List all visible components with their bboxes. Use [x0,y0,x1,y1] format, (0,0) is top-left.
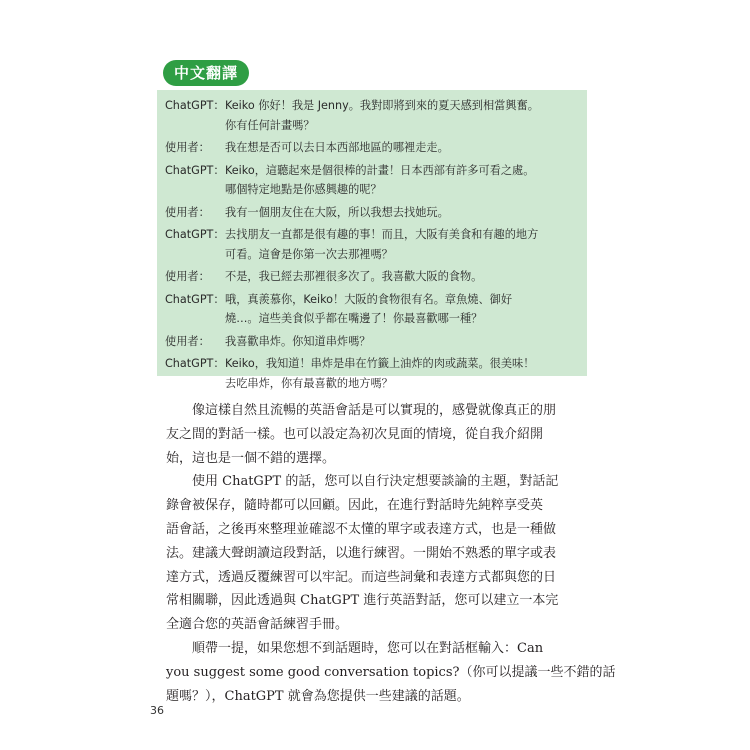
utterance [225,138,577,158]
utterance-line: 哦，真羨慕你，Keiko！大阪的食物很有名。章魚燒、御好 [225,292,513,306]
utterance [225,161,577,200]
paragraph-line: 友之間的對話一樣。也可以設定為初次見面的情境，從自我介紹開 [166,426,544,442]
utterance [225,290,577,329]
dialogue-turn [165,225,577,264]
paragraph-line: 常相關聯，因此透過與 ChatGPT 進行英語對話，您可以建立一本完 [166,593,559,609]
paragraph [166,470,586,637]
paragraph-line: 使用 ChatGPT 的話，您可以自行決定想要談論的主題，對話記 [192,474,559,490]
paragraph-line: 語會話，之後再來整理並確認不太懂的單字或表達方式，也是一種做 [166,521,557,537]
dialogue-turn [165,290,577,329]
utterance-line: 你有任何計畫嗎？ [225,118,315,132]
translation-dialogue-box [157,90,587,390]
paragraph-line: you suggest some good conversation topics?（你可以提議一些不錯的話 [166,664,616,680]
utterance-line: 我在想是否可以去日本西部地區的哪裡走走。 [225,141,449,154]
section-badge: 中文翻譯 [163,60,249,86]
utterance-line: 可看。這會是你第一次去那裡嗎？ [225,247,393,261]
utterance-line: 我喜歡串炸。你知道串炸嗎？ [225,334,371,348]
dialogue-turn [165,161,577,200]
dialogue-turn [165,203,577,223]
utterance [225,203,577,223]
utterance-line: Keiko，這聽起來是個很棒的計畫！日本西部有許多可看之處。 [225,163,535,177]
dialogue-turn [165,354,577,393]
dialogue-turn [165,332,577,352]
page-number: 36 [150,704,164,717]
speaker-label: ChatGPT： [165,99,225,112]
utterance [225,96,577,135]
utterance-line: 不是，我已經去那裡很多次了。我喜歡大阪的食物。 [225,270,483,283]
speaker-label: ChatGPT： [165,228,225,241]
speaker-label: 使用者： [165,270,210,283]
dialogue-turn [165,267,577,287]
utterance-line: Keiko 你好！我是 Jenny。我對即將到來的夏天感到相當興奮。 [225,99,539,112]
utterance [225,354,577,393]
utterance-line: 我有一個朋友住在大阪，所以我想去找她玩。 [225,205,449,219]
speaker-label: 使用者： [165,141,210,154]
speaker-label: 使用者： [165,334,210,348]
paragraph-line: 達方式，透過反覆練習可以牢記。而這些詞彙和表達方式都與您的日 [166,569,557,585]
utterance-line: 燒…。這些美食似乎都在嘴邊了！你最喜歡哪一種？ [225,312,483,325]
body-text [166,399,616,708]
paragraph-line: 全適合您的英語會話練習手冊。 [166,617,349,633]
paragraph [166,399,586,470]
paragraph-line: 像這樣自然且流暢的英語會話是可以實現的，感覺就像真正的朋 [192,403,557,418]
utterance-line: 去吃串炸，你有最喜歡的地方嗎？ [225,376,393,390]
paragraph-line: 錄會被保存，隨時都可以回顧。因此，在進行對話時先純粹享受英 [166,498,544,514]
utterance [225,267,577,287]
paragraph-line: 順帶一提，如果您想不到話題時，您可以在對話框輸入：Can [192,640,544,656]
paragraph [166,637,616,708]
dialogue-turn [165,138,577,158]
speaker-label: ChatGPT： [165,292,225,306]
utterance [225,225,577,264]
dialogue-turn [165,96,577,135]
utterance-line: 哪個特定地點是你感興趣的呢？ [225,183,382,196]
utterance-line: Keiko，我知道！串炸是串在竹籤上油炸的肉或蔬菜。很美味！ [225,357,535,370]
paragraph-line: 題嗎？），ChatGPT 就會為您提供一些建議的話題。 [166,688,470,704]
speaker-label: ChatGPT： [165,357,225,370]
utterance [225,332,577,352]
paragraph-line: 始，這也是一個不錯的選擇。 [166,450,336,466]
paragraph-line: 法。建議大聲朗讀這段對話，以進行練習。一開始不熟悉的單字或表 [166,545,557,561]
speaker-label: 使用者： [165,205,210,219]
speaker-label: ChatGPT： [165,163,225,177]
utterance-line: 去找朋友一直都是很有趣的事！而且，大阪有美食和有趣的地方 [225,228,539,241]
